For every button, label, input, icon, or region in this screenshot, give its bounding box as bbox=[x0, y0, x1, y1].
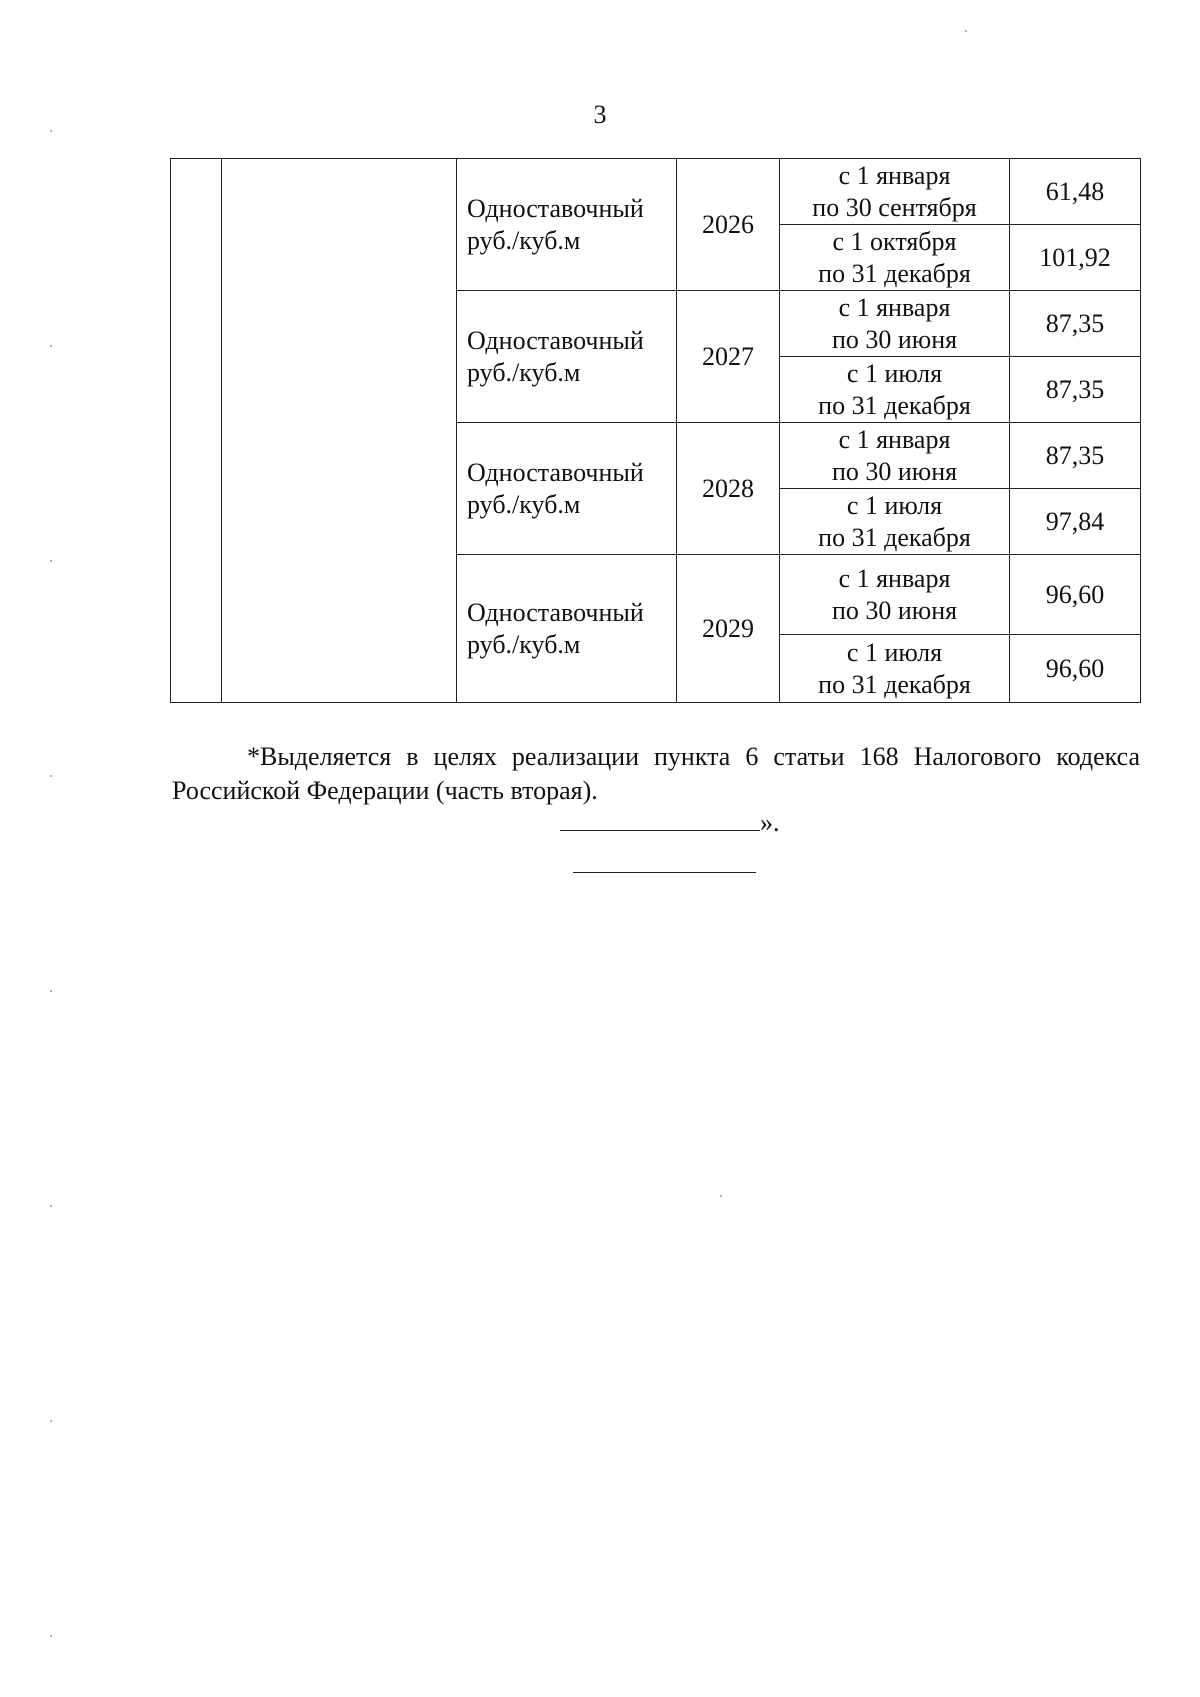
organization-cell bbox=[222, 159, 457, 703]
period-start: с 1 января bbox=[838, 160, 951, 190]
period-start: с 1 января bbox=[838, 292, 951, 322]
period-cell bbox=[780, 555, 1010, 635]
tariff-value-cell: 61,48 bbox=[1010, 159, 1141, 225]
scan-speck bbox=[50, 130, 52, 132]
period-start: с 1 июля bbox=[846, 358, 943, 388]
period-cell bbox=[780, 357, 1010, 423]
table-row bbox=[171, 159, 1141, 225]
scan-speck bbox=[50, 1205, 52, 1207]
scan-speck bbox=[50, 1420, 52, 1422]
period-cell bbox=[780, 291, 1010, 357]
tariff-table bbox=[170, 158, 1141, 703]
tariff-type-label: Одноставочный bbox=[467, 597, 644, 627]
period-cell bbox=[780, 423, 1010, 489]
year-cell: 2029 bbox=[677, 555, 780, 703]
period-start: с 1 октября bbox=[832, 226, 957, 256]
tariff-unit-label: руб./куб.м bbox=[467, 225, 581, 255]
scan-speck bbox=[50, 1635, 52, 1637]
tariff-value-cell: 96,60 bbox=[1010, 555, 1141, 635]
scan-speck bbox=[50, 560, 52, 562]
period-end: по 31 декабря bbox=[818, 522, 971, 552]
period-cell bbox=[780, 489, 1010, 555]
tariff-type-label: Одноставочный bbox=[467, 193, 644, 223]
tariff-unit-label: руб./куб.м bbox=[467, 489, 581, 519]
period-end: по 30 июня bbox=[831, 456, 958, 486]
tariff-type-cell bbox=[457, 423, 677, 555]
separator-line bbox=[573, 872, 756, 873]
period-end: по 31 декабря bbox=[818, 258, 971, 288]
scan-speck bbox=[50, 345, 52, 347]
tariff-type-label: Одноставочный bbox=[467, 325, 644, 355]
closing-line bbox=[560, 806, 780, 838]
scan-speck bbox=[50, 990, 52, 992]
period-end: по 30 июня bbox=[831, 595, 958, 625]
scan-speck bbox=[720, 1195, 722, 1197]
footnote: *Выделяется в целях реализации пункта 6 статьи 168 Налогового кодекса Российской Федерации (часть вторая). bbox=[172, 742, 1140, 805]
tariff-value-cell: 101,92 bbox=[1010, 225, 1141, 291]
period-start: с 1 января bbox=[838, 424, 951, 454]
tariff-unit-label: руб./куб.м bbox=[467, 357, 581, 387]
period-end: по 31 декабря bbox=[818, 390, 971, 420]
period-end: по 31 декабря bbox=[818, 669, 971, 699]
year-cell: 2028 bbox=[677, 423, 780, 555]
closing-quote: ». bbox=[760, 808, 780, 837]
tariff-type-label: Одноставочный bbox=[467, 457, 644, 487]
tariff-value-cell: 96,60 bbox=[1010, 635, 1141, 703]
tariff-value-cell: 87,35 bbox=[1010, 291, 1141, 357]
tariff-type-cell bbox=[457, 555, 677, 703]
tariff-type-cell bbox=[457, 291, 677, 423]
period-start: с 1 июля bbox=[846, 637, 943, 667]
period-end: по 30 сентября bbox=[812, 192, 977, 222]
tariff-value-cell: 97,84 bbox=[1010, 489, 1141, 555]
year-cell: 2027 bbox=[677, 291, 780, 423]
tariff-value-cell: 87,35 bbox=[1010, 423, 1141, 489]
period-cell bbox=[780, 635, 1010, 703]
tariff-unit-label: руб./куб.м bbox=[467, 629, 581, 659]
scan-speck bbox=[50, 775, 52, 777]
period-cell bbox=[780, 225, 1010, 291]
tariff-type-cell bbox=[457, 159, 677, 291]
scan-speck bbox=[965, 30, 967, 32]
page-number: 3 bbox=[593, 100, 607, 129]
period-end: по 30 июня bbox=[831, 324, 958, 354]
closing-underline bbox=[560, 806, 760, 831]
period-start: с 1 июля bbox=[846, 490, 943, 520]
period-start: с 1 января bbox=[838, 563, 951, 593]
period-cell bbox=[780, 159, 1010, 225]
number-cell bbox=[171, 159, 222, 703]
tariff-value-cell: 87,35 bbox=[1010, 357, 1141, 423]
year-cell: 2026 bbox=[677, 159, 780, 291]
